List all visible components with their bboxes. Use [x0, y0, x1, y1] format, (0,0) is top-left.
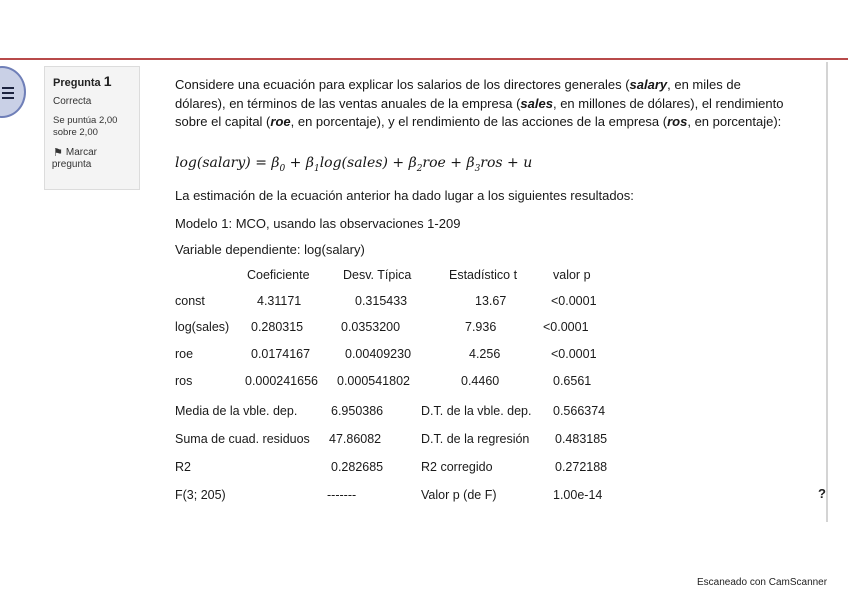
row-t: 0.4460: [461, 374, 500, 388]
row-var: ros: [175, 374, 193, 388]
stat-value: 1.00e-14: [553, 488, 603, 502]
row-p: 0.6561: [553, 374, 592, 388]
stat-label: Valor p (de F): [421, 488, 497, 502]
right-border-rule: [826, 62, 828, 522]
statement-text-5: , en porcentaje):: [687, 114, 782, 129]
row-p: <0.0001: [551, 347, 597, 361]
flag-icon: ⚑: [53, 147, 63, 159]
header-valor-p: valor p: [553, 268, 591, 282]
row-coef: 0.280315: [251, 320, 304, 334]
quiz-navigation-button[interactable]: [0, 66, 26, 118]
stat-value: -------: [327, 488, 357, 502]
scanner-watermark: Escaneado con CamScanner: [697, 577, 828, 588]
row-se: 0.000541802: [337, 374, 410, 388]
row-t: 7.936: [465, 320, 497, 334]
row-se: 0.315433: [355, 294, 408, 308]
var-sales: sales: [520, 95, 553, 111]
stat-label: D.T. de la vble. dep.: [421, 404, 532, 418]
eq-sub-2: 2: [416, 163, 423, 174]
row-p: <0.0001: [551, 294, 597, 308]
results-intro: La estimación de la ecuación anterior ha dado lugar a los siguientes resultados:: [175, 188, 634, 203]
stat-label: R2 corregido: [421, 460, 493, 474]
eq-sub-3: 3: [474, 163, 481, 174]
row-se: 0.00409230: [345, 347, 412, 361]
statement-text-2: , en miles de dólares), en términos de las ventas anuales de la empresa (: [175, 77, 741, 111]
stat-value: 0.282685: [331, 460, 384, 474]
eq-part-4: roe + β: [422, 155, 475, 171]
row-coef: 0.0174167: [251, 347, 311, 361]
var-roe: roe: [270, 114, 291, 129]
question-label: Pregunta: [53, 77, 101, 89]
eq-part-5: ros + u: [480, 155, 533, 171]
eq-part-2: + β: [285, 155, 314, 171]
stat-value: 0.566374: [553, 404, 606, 418]
header-coeficiente: Coeficiente: [247, 268, 310, 282]
stat-label: D.T. de la regresión: [421, 432, 530, 446]
flag-label-line-1: Marcar: [65, 147, 97, 158]
row-coef: 0.000241656: [245, 374, 318, 388]
score-line-1: Se puntúa 2,00: [53, 115, 118, 126]
question-score: [53, 115, 131, 139]
eq-part-3: log(sales) + β: [319, 155, 417, 171]
header-desv-tipica: Desv. Típica: [343, 268, 412, 282]
row-t: 4.256: [469, 347, 501, 361]
row-p: <0.0001: [543, 320, 589, 334]
flag-question-link[interactable]: [53, 147, 131, 171]
question-status: Correcta: [53, 96, 92, 107]
statement-text-3: , en millones de dólares), el rendimiento sobre el capital (: [175, 95, 784, 129]
regression-equation: [175, 155, 532, 174]
top-accent-rule: [0, 58, 848, 60]
question-title: [53, 73, 131, 89]
score-line-2: sobre 2,00: [53, 127, 98, 138]
row-var: roe: [175, 347, 194, 361]
var-salary: salary: [629, 77, 668, 92]
var-ros: ros: [667, 114, 688, 129]
row-var: const: [175, 294, 205, 308]
question-info-panel: [44, 66, 140, 190]
row-var: log(sales): [175, 320, 230, 334]
stat-value: 6.950386: [331, 404, 384, 418]
eq-part-1: log(salary) = β: [175, 155, 280, 171]
stat-label: R2: [175, 460, 191, 474]
eq-sub-0: 0: [279, 163, 286, 174]
stat-label: F(3; 205): [175, 488, 226, 502]
hamburger-menu-icon: [2, 87, 14, 99]
flag-label: [51, 147, 97, 171]
row-coef: 4.31171: [257, 294, 302, 308]
stat-label: Suma de cuad. residuos: [175, 432, 310, 446]
question-statement: [175, 76, 787, 132]
eq-sub-1: 1: [313, 163, 320, 174]
statement-text-1: Considere una ecuación para explicar los salarios de los directores generales (: [175, 77, 630, 92]
question-number: 1: [103, 73, 112, 89]
stat-value: 47.86082: [329, 432, 382, 446]
dependent-variable-line: Variable dependiente: log(salary): [175, 242, 365, 257]
flag-label-line-2: pregunta: [51, 159, 92, 170]
row-se: 0.0353200: [341, 320, 401, 334]
stat-value: 0.272188: [555, 460, 608, 474]
help-icon[interactable]: ?: [818, 486, 826, 501]
statement-text-4: , en porcentaje), y el rendimiento de las acciones de la empresa (: [290, 114, 668, 129]
stat-label: Media de la vble. dep.: [175, 404, 298, 418]
model-line: Modelo 1: MCO, usando las observaciones 1-209: [175, 216, 461, 231]
row-t: 13.67: [475, 294, 507, 308]
header-estadistico-t: Estadístico t: [449, 268, 518, 282]
stat-value: 0.483185: [555, 432, 608, 446]
